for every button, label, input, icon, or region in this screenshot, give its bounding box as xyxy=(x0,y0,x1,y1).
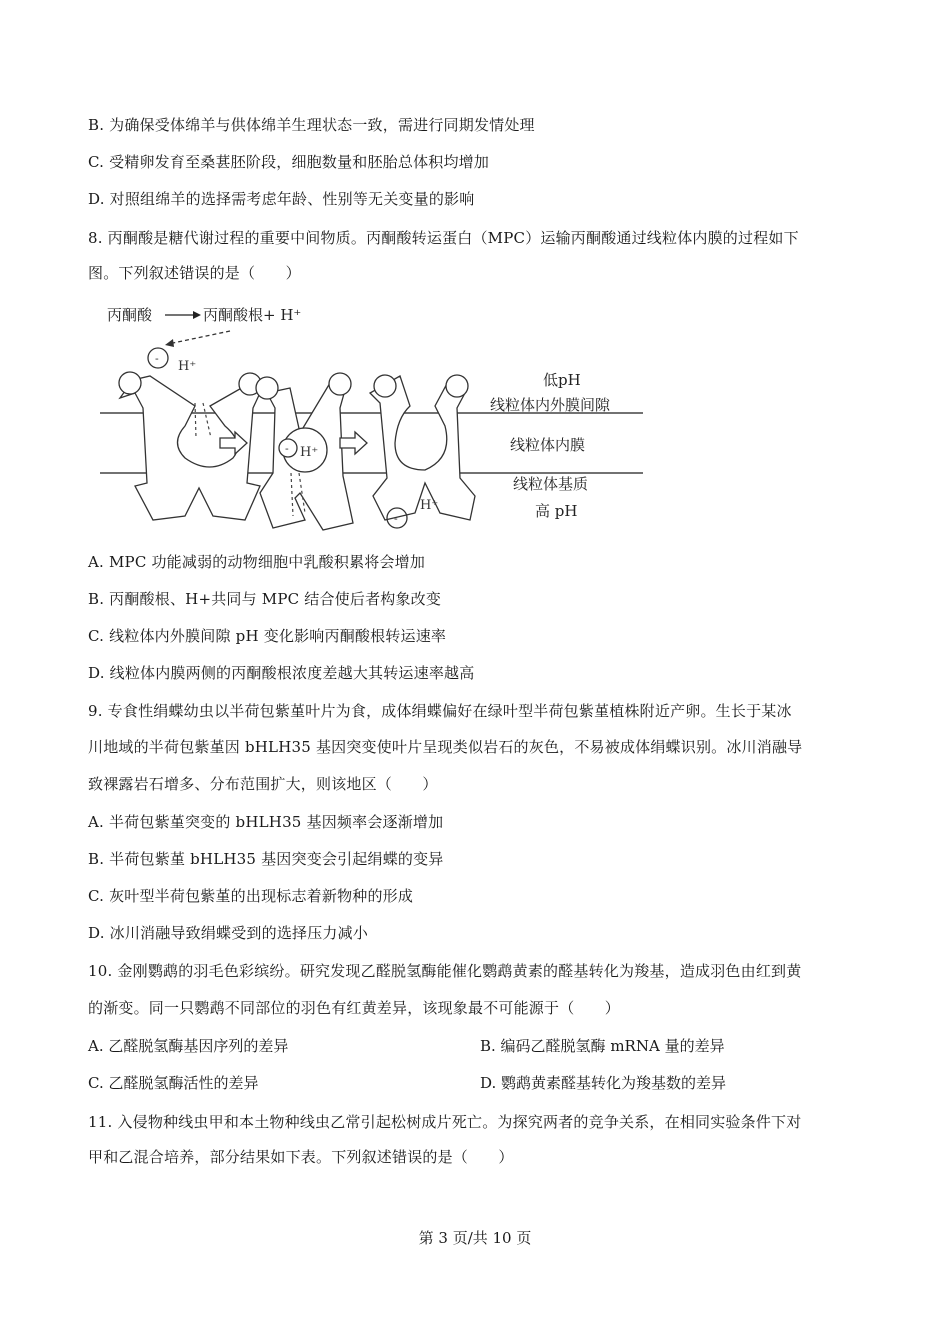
q7-option-b: B. 为确保受体绵羊与供体绵羊生理状态一致，需进行同期发情处理 xyxy=(88,116,535,134)
q8-stem-line2: 图。下列叙述错误的是（ ） xyxy=(88,264,301,282)
q9-stem-line3: 致裸露岩石增多、分布范围扩大，则该地区（ ） xyxy=(88,775,438,793)
q9-option-b: B. 半荷包紫堇 bHLH35 基因突变会引起绢蝶的变异 xyxy=(88,850,444,868)
page-number: 第 3 页/共 10 页 xyxy=(418,1229,532,1247)
q10-option-b: B. 编码乙醛脱氢酶 mRNA 量的差异 xyxy=(480,1037,725,1055)
q9-option-c: C. 灰叶型半荷包紫堇的出现标志着新物种的形成 xyxy=(88,887,414,905)
h-plus-label-bottom: H⁺ xyxy=(420,498,439,513)
q9-option-a: A. 半荷包紫堇突变的 bHLH35 基因频率会逐渐增加 xyxy=(88,813,444,831)
q7-option-c: C. 受精卵发育至桑葚胚阶段，细胞数量和胚胎总体积均增加 xyxy=(88,153,490,171)
label-low-ph: 低pH xyxy=(543,371,581,389)
label-high-ph: 高 pH xyxy=(535,502,578,520)
svg-text:-: - xyxy=(285,442,289,455)
label-inner-membrane: 线粒体内膜 xyxy=(510,436,586,454)
q10-option-d: D. 鹦鹉黄素醛基转化为羧基数的差异 xyxy=(480,1074,727,1092)
q8-option-b: B. 丙酮酸根、H+共同与 MPC 结合使后者构象改变 xyxy=(88,590,442,608)
q9-stem-line2: 川地域的半荷包紫堇因 bHLH35 基因突变使叶片呈现类似岩石的灰色，不易被成体绢蝶识别。冰川消融导 xyxy=(88,738,803,756)
svg-text:-: - xyxy=(155,352,159,365)
h-plus-label-bound: H⁺ xyxy=(300,445,319,460)
label-matrix: 线粒体基质 xyxy=(513,475,589,493)
q7-option-d: D. 对照组绵羊的选择需考虑年龄、性别等无关变量的影响 xyxy=(88,190,475,208)
q10-stem-line2: 的渐变。同一只鹦鹉不同部位的羽色有红黄差异，该现象最不可能源于（ ） xyxy=(88,999,621,1017)
mpc-transport-diagram xyxy=(95,298,660,533)
transition-arrow-icon-2 xyxy=(340,432,367,454)
reaction-right-label: 丙酮酸根+ H⁺ xyxy=(203,306,302,324)
q8-option-d: D. 线粒体内膜两侧的丙酮酸根浓度差越大其转运速率越高 xyxy=(88,664,475,682)
q8-stem-line1: 8. 丙酮酸是糖代谢过程的重要中间物质。丙酮酸转运蛋白（MPC）运输丙酮酸通过线粒体内膜的过程如下 xyxy=(88,229,799,247)
q11-stem-line1: 11. 入侵物种线虫甲和本土物种线虫乙常引起松树成片死亡。为探究两者的竞争关系，在相同实验条件下对 xyxy=(88,1113,802,1131)
q9-stem-line1: 9. 专食性绢蝶幼虫以半荷包紫堇叶片为食，成体绢蝶偏好在绿叶型半荷包紫堇植株附近产卵。生长于某冰 xyxy=(88,702,792,720)
h-plus-label-top: H⁺ xyxy=(178,359,197,374)
label-intermembrane-space: 线粒体内外膜间隙 xyxy=(490,396,611,414)
q9-option-d: D. 冰川消融导致绢蝶受到的选择压力减小 xyxy=(88,924,369,942)
q8-option-c: C. 线粒体内外膜间隙 pH 变化影响丙酮酸根转运速率 xyxy=(88,627,447,645)
q11-stem-line2: 甲和乙混合培养，部分结果如下表。下列叙述错误的是（ ） xyxy=(88,1148,514,1166)
q10-option-a: A. 乙醛脱氢酶基因序列的差异 xyxy=(88,1037,289,1055)
q10-stem-line1: 10. 金刚鹦鹉的羽毛色彩缤纷。研究发现乙醛脱氢酶能催化鹦鹉黄素的醛基转化为羧基，造成羽色由红到黄 xyxy=(88,962,802,980)
svg-text:-: - xyxy=(394,512,398,525)
reaction-arrow-icon xyxy=(193,311,201,319)
q8-option-a: A. MPC 功能减弱的动物细胞中乳酸积累将会增加 xyxy=(88,553,426,571)
reaction-left-label: 丙酮酸 xyxy=(107,306,153,324)
q10-option-c: C. 乙醛脱氢酶活性的差异 xyxy=(88,1074,259,1092)
